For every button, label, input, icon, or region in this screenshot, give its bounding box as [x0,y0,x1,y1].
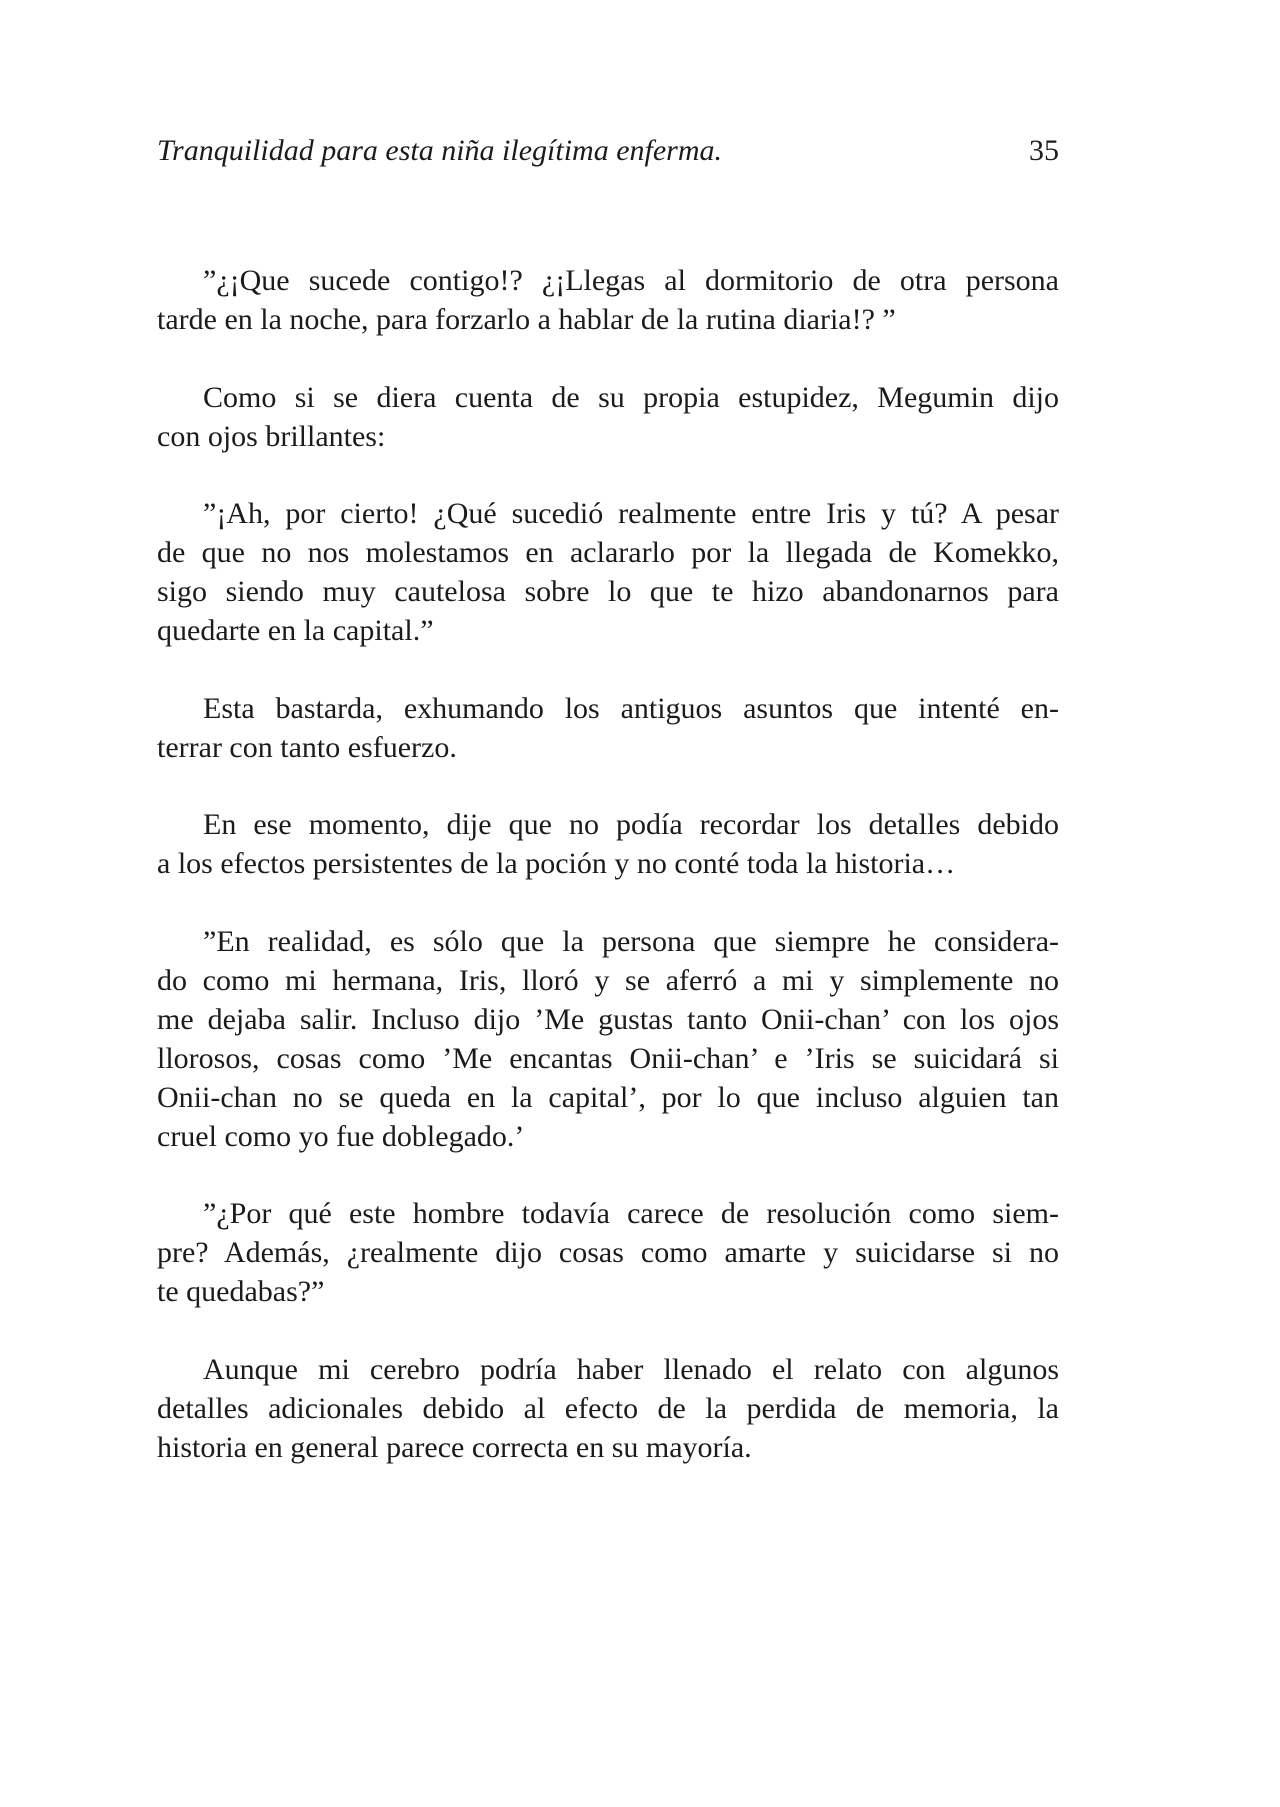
paragraph [157,379,1059,457]
text-line: ”¡Ah, por cierto! ¿Qué sucedió realmente entre Iris y tú? A pesar [203,497,1059,531]
paragraph [157,923,1059,1156]
text-line: En ese momento, dije que no podía recordar los detalles debido [203,808,1059,842]
text-line: historia en general parece correcta en su mayoría. [157,1430,752,1464]
running-header [157,131,1059,170]
text-line: terrar con tanto esfuerzo. [157,730,457,764]
text-line: Onii-chan no se queda en la capital’, por lo que incluso alguien tan [157,1080,1059,1114]
text-line: do como mi hermana, Iris, lloró y se aferró a mi y simplemente no [157,964,1059,998]
text-line: a los efectos persistentes de la poción y no conté toda la historia… [157,847,956,881]
paragraph [157,690,1059,768]
paragraph [157,262,1059,340]
text-line: de que no nos molestamos en aclararlo por la llegada de Komekko, [157,536,1059,570]
text-line: ”En realidad, es sólo que la persona que siempre he considera- [203,925,1059,959]
text-line: Aunque mi cerebro podría haber llenado el relato con algunos [203,1352,1059,1386]
text-line: llorosos, cosas como ’Me encantas Onii-chan’ e ’Iris se suicidará si [157,1041,1059,1075]
paragraph [157,806,1059,884]
text-line: con ojos brillantes: [157,419,386,453]
text-line: me dejaba salir. Incluso dijo ’Me gustas tanto Onii-chan’ con los ojos [157,1002,1059,1036]
text-line: Esta bastarda, exhumando los antiguos asuntos que intenté en- [203,691,1059,725]
paragraph [157,1195,1059,1312]
paragraph [157,1351,1059,1468]
text-line: sigo siendo muy cautelosa sobre lo que te hizo abandonarnos para [157,575,1059,609]
text-line: ”¿¡Que sucede contigo!? ¿¡Llegas al dormitorio de otra persona [203,264,1059,297]
page-number: 35 [1029,134,1059,167]
running-title: Tranquilidad para esta niña ilegítima enferma. [157,134,723,167]
text-line: quedarte en la capital.” [157,614,434,648]
text-line: detalles adicionales debido al efecto de la perdida de memoria, la [157,1391,1059,1425]
text-line: cruel como yo fue doblegado.’ [157,1119,525,1153]
body-text [157,262,1059,1507]
text-line: te quedabas?” [157,1275,325,1309]
text-line: Como si se diera cuenta de su propia estupidez, Megumin dijo [203,380,1059,414]
text-line: ”¿Por qué este hombre todavía carece de resolución como siem- [203,1197,1059,1231]
paragraph [157,495,1059,651]
text-line: pre? Además, ¿realmente dijo cosas como amarte y suicidarse si no [157,1236,1059,1270]
text-line: tarde en la noche, para forzarlo a hablar de la rutina diaria!? ” [157,302,896,336]
